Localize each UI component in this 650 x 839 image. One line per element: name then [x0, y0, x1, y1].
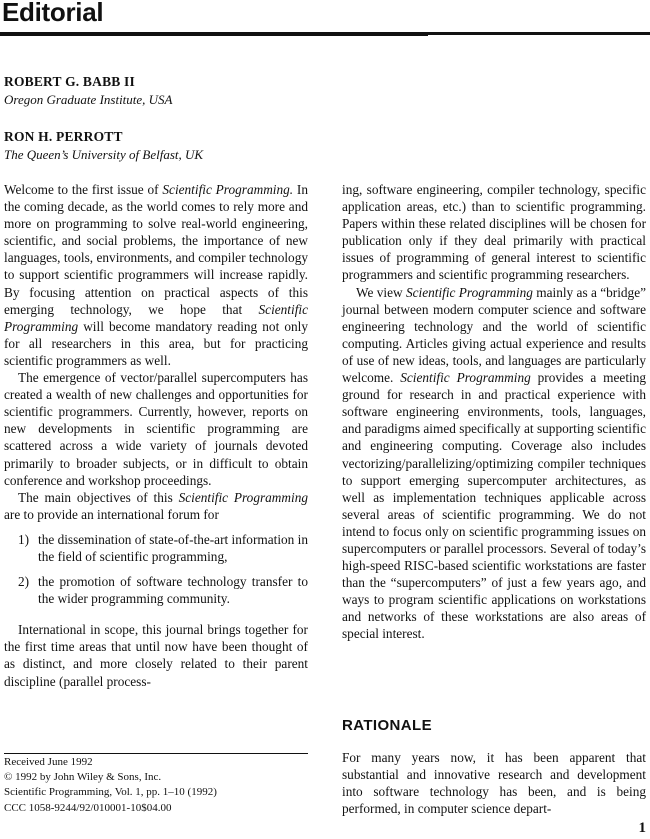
footer-notes [4, 755, 308, 816]
title-rule [0, 32, 650, 35]
page-number: 1 [638, 820, 646, 836]
objectives-list [4, 531, 308, 607]
right-column [342, 181, 646, 643]
right-column-continued [342, 749, 646, 817]
author-name: ROBERT G. BABB II [4, 74, 135, 89]
ccc-code: CCC 1058-9244/92/010001-10$04.00 [4, 801, 172, 814]
paragraph: For many years now, it has been apparent that substantial and innovative research and development into software technology has been, and is being performed, in computer science depart- [342, 750, 646, 817]
citation: Scientific Programming, Vol. 1, pp. 1–10 (1992) [4, 786, 217, 799]
author-name: RON H. PERROTT [4, 129, 123, 144]
section-heading: RATIONALE [342, 717, 432, 734]
page-title: Editorial [2, 0, 104, 27]
received-date: Received June 1992 [4, 756, 93, 768]
copyright: © 1992 by John Wiley & Sons, Inc. [4, 771, 162, 784]
footer-rule [4, 753, 308, 754]
author-affiliation: The Queen’s University of Belfast, UK [4, 147, 204, 162]
paragraph: ing, software engineering, compiler technology, specific application areas, etc.) than to scientific programming. Papers within these related disciplines will be chosen for publication only if they deal primarily with practical issues of programming of general interest to scientific programmers and scientific programming researchers. [342, 182, 646, 283]
author-affiliation: Oregon Graduate Institute, USA [4, 92, 173, 107]
list-item: 1) the dissemination of state-of-the-art information in the field of scientific programming, [18, 531, 308, 564]
paragraph: International in scope, this journal brings together for the first time areas that until now have been thought of as distinct, and more closely related to their parent discipline (parallel process- [4, 622, 308, 689]
paragraph: The main objectives of this Scientific Programming are to provide an international forum for [4, 489, 308, 522]
author-block-2 [4, 128, 203, 164]
left-column [4, 181, 308, 690]
author-block-1 [4, 73, 173, 109]
paragraph: The emergence of vector/parallel supercomputers has created a wealth of new challenges and opportunities for scientific programmers. Currently, however, reports on new developments in scientific programming are scattered across a wide variety of journals devoted primarily to broader subjects, or in difficult to obtain conference and workshop proceedings. [4, 370, 308, 488]
list-item: 2) the promotion of software technology transfer to the wider programming community. [18, 574, 308, 607]
paragraph: Welcome to the first issue of Scientific Programming. In the coming decade, as the world comes to rely more and more on programming to solve real-world engineering, scientific, and social problems, the importance of new languages, tools, environments, and compiler technology to support scientific programmers will increase rapidly. By focusing attention on practical aspects of this emerging technology, we hope that Scientific Programming will become mandatory reading not only for all researchers in this area, but for practicing scientific programmers as well. [4, 182, 309, 368]
paragraph: We view Scientific Programming mainly as a “bridge” journal between modern computer science and software engineering technology and the world of scientific computing. Articles giving actual experience and results of use of new ideas, tools, and languages are particularly welcome. Scientific Programming provides a meeting ground for research in and practical experience with software engineering environments, tools, languages, and paradigms aimed specifically at supporting scientific and engineering computing. Coverage also includes vectorizing/parallelizing/optimizing compiler techniques to support emerging supercomputer architectures, as well as implementation techniques applicable across several areas of scientific programming. We do not intend to focus only on scientific programming issues on supercomputers or parallel processors. Several of today’s high-speed RISC-based scientific workstations are faster than the “supercomputers” of just a few years ago, and ways to program scientific applications on workstations and networks of these workstations are also areas of special interest. [342, 284, 647, 642]
